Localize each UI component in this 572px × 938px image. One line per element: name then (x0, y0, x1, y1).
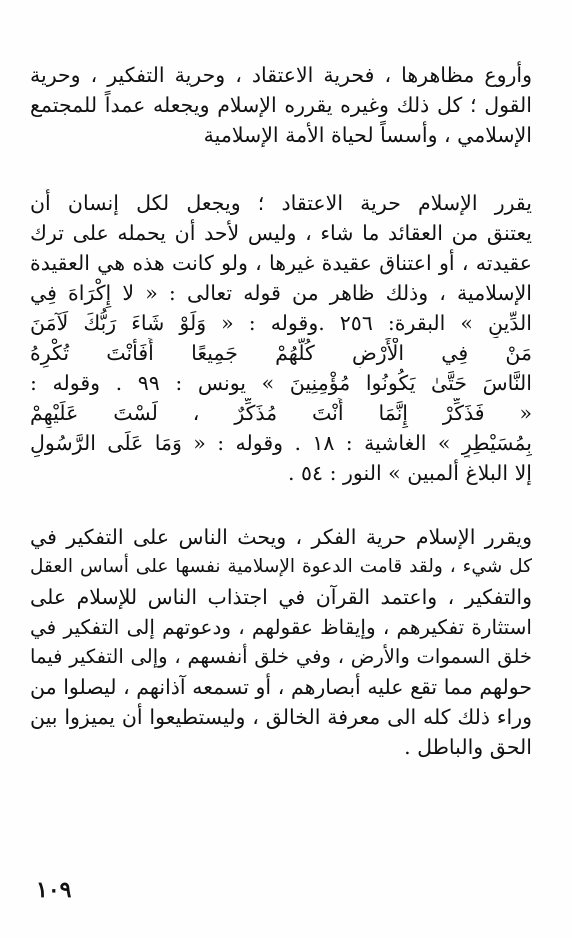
text-line: عقيدته ، أو اعتناق عقيدة غيرها ، ولو كانت هذه هي العقيدة (30, 251, 532, 275)
text-line: ويقرر الإسلام حرية الفكر ، ويحث الناس على التفكير في (30, 525, 532, 549)
page-number: ١٠٩ (36, 877, 72, 903)
text-line: يعتنق من العقائد ما شاء ، وليس لأحد أن يحمله على ترك (30, 221, 532, 245)
text-line: الإسلامي ، وأسساً لحياة الأمة الإسلامية (203, 123, 532, 147)
text-line: إلا البلاغ ألمبين » النور : ٥٤ . (288, 461, 532, 485)
text-line: الدِّينِ » البقرة: ٢٥٦ .وقوله : « وَلَوْ شَاءَ رَبُّكَ لَآمَنَ (30, 311, 532, 335)
text-line: حولهم مما تقع عليه أبصارهم ، أو تسمعه آذانهم ، ليصلوا من (30, 675, 532, 699)
text-line: بِمُسَيْطِرٍ » الغاشية : ١٨ . وقوله : « وَمَا عَلَى الرَّسُولِ (30, 431, 532, 455)
page-body (30, 60, 532, 762)
text-line: « فَذَكِّرْ إِنَّمَا أَنْتَ مُذَكِّرٌ ، لَسْتَ عَلَيْهِمْ (30, 401, 532, 425)
paragraph-2 (30, 188, 532, 488)
text-line: والتفكير ، واعتمد القرآن في اجتذاب الناس للإسلام على (30, 585, 532, 609)
text-line: مَنْ فِي الْأَرْضِ كُلُّهُمْ جَمِيعًا أَفَأَنْتَ تُكْرِهُ (30, 341, 532, 365)
paragraph-3 (30, 522, 532, 762)
text-line: الحق والباطل . (404, 735, 532, 759)
text-line: القول ؛ كل ذلك وغيره يقرره الإسلام ويجعله عمداً للمجتمع (30, 93, 532, 117)
text-line: وراء ذلك كله الى معرفة الخالق ، وليستطيعوا أن يميزوا بين (30, 705, 532, 729)
text-line: النَّاسَ حَتَّىٰ يَكُونُوا مُؤْمِنِينَ » يونس : ٩٩ . وقوله : (30, 371, 532, 395)
text-line: استثارة تفكيرهم ، وإيقاظ عقولهم ، ودعوتهم إلى التفكير في (30, 615, 532, 639)
paragraph-1 (30, 60, 532, 150)
text-line: كل شيء ، ولقد قامت الدعوة الإسلامية نفسها على أساس العقل (30, 556, 532, 577)
text-line: يقرر الإسلام حرية الاعتقاد ؛ ويجعل لكل إنسان أن (30, 191, 532, 215)
text-line: وأروع مظاهرها ، فحرية الاعتقاد ، وحرية التفكير ، وحرية (30, 63, 532, 87)
text-line: خلق السموات والأرض ، وفي خلق أنفسهم ، وإلى التفكير فيما (30, 645, 532, 668)
text-line: الإسلامية ، وذلك ظاهر من قوله تعالى : « لا إِكْرَاهَ فِي (30, 281, 532, 305)
